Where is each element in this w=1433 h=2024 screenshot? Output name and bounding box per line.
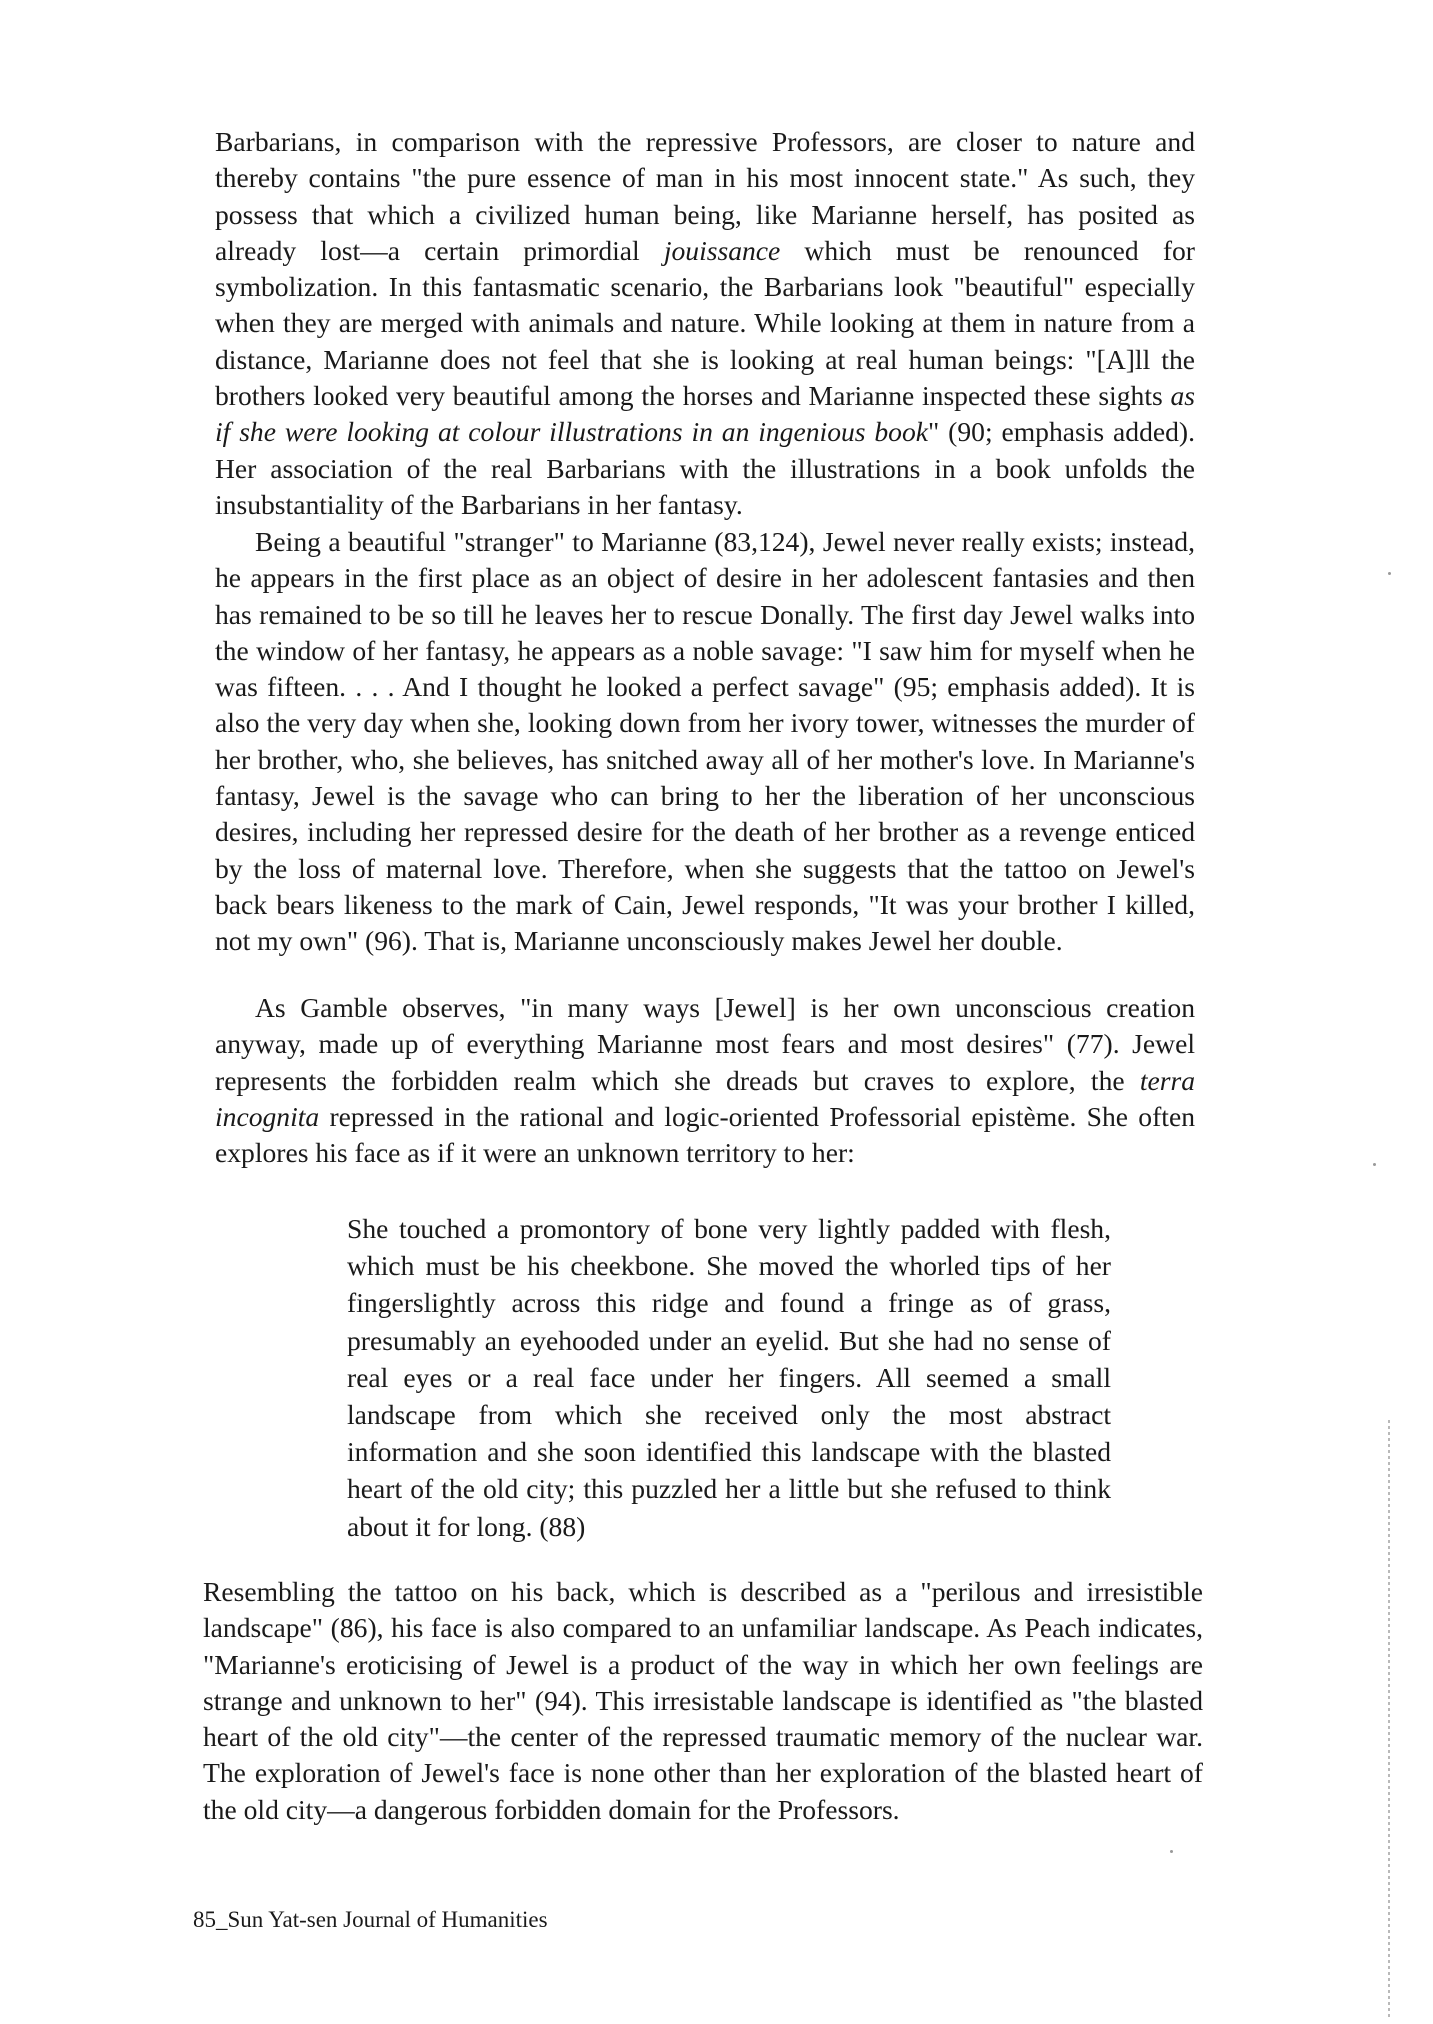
- page-footer: 85_Sun Yat-sen Journal of Humanities: [193, 1907, 548, 1932]
- paragraph-barbarians: [215, 124, 1195, 523]
- text-run: Barbarians, in comparison with the repressive Professors, are closer to nature and thereby contains "the pure essence of man in his most innocent state." As such, they possess that which a civilized human being, like Marianne herself, has posited as already lost—a certain primordial: [215, 126, 1195, 266]
- text-run: As Gamble observes, "in many ways [Jewel] is her own unconscious creation anyway, made up of everything Marianne most fears and most desires" (77). Jewel represents the forbidden realm which she dreads but craves to explore, the: [215, 992, 1195, 1096]
- text-run: " (90; emphasis added). Her association of the real Barbarians with the illustrations in a book unfolds the insubstantiality of the Barbarians in her fantasy.: [215, 416, 1195, 520]
- paragraph-jewel-stranger: [215, 524, 1195, 960]
- scan-edge-artifact: [1388, 1420, 1390, 2020]
- italic-run: jouissance: [663, 234, 781, 266]
- paragraph-gamble-observes: [215, 990, 1195, 1171]
- text-run: Being a beautiful "stranger" to Marianne (83,124), Jewel never really exists; instead, he appears in the first place as an object of desire in her adolescent fantasies and then has remained to be so till he leaves her to rescue Donally. The first day Jewel walks into the window of her fantasy, he appears as a noble savage: "I saw him for myself when he was fifteen. . . . And I thought he looked a perfect savage" (95; emphasis added). It is also the very day when she, looking down from her ivory tower, witnesses the murder of her brother, who, she believes, has snitched away all of her mother's love. In Marianne's fantasy, Jewel is the savage who can bring to her the liberation of her unconscious desires, including her repressed desire for the death of her brother as a revenge enticed by the loss of maternal love. Therefore, when she suggests that the tattoo on Jewel's back bears likeness to the mark of Cain, Jewel responds, "It was your brother I killed, not my own" (96). That is, Marianne unconsciously makes Jewel her double.: [215, 526, 1195, 957]
- italic-run: terra incognita: [215, 1064, 1195, 1132]
- text-run: which must be renounced for symbolization. In this fantasmatic scenario, the Barbarians look "beautiful" especially when they are merged with animals and nature. While looking at them in nature from a distance, Marianne does not feel that she is looking at real human beings: "[A]ll the brothers looked very beautiful among the horses and Marianne inspected these sights: [215, 234, 1195, 412]
- italic-run: as if she were looking at colour illustrations in an ingenious book: [215, 380, 1195, 448]
- scan-speck: [1170, 1850, 1173, 1853]
- block-quote: She touched a promontory of bone very lightly padded with flesh, which must be his cheekbone. She moved the whorled tips of her fingerslightly across this ridge and found a fringe as of grass, presumably an eyehooded under an eyelid. But she had no sense of real eyes or a real face under her fingers. All seemed a small landscape from which she received only the most abstract information and she soon identified this landscape with the blasted heart of the old city; this puzzled her a little but she refused to think about it for long. (88): [347, 1213, 1111, 1542]
- scan-speck: [1373, 1163, 1376, 1166]
- scan-speck: [1388, 572, 1391, 575]
- text-run: repressed in the rational and logic-oriented Professorial epistème. She often explores his face as if it were an unknown territory to her:: [215, 1100, 1195, 1169]
- paragraph-landscape: Resembling the tattoo on his back, which is described as a "perilous and irresistible landscape" (86), his face is also compared to an unfamiliar landscape. As Peach indicates, "Marianne's eroticising of Jewel is a product of the way in which her own feelings are strange and unknown to her" (94). This irresistable landscape is identified as "the blasted heart of the old city"—the center of the repressed traumatic memory of the nuclear war. The exploration of Jewel's face is none other than her exploration of the blasted heart of the old city—a dangerous forbidden domain for the Professors.: [203, 1576, 1203, 1825]
